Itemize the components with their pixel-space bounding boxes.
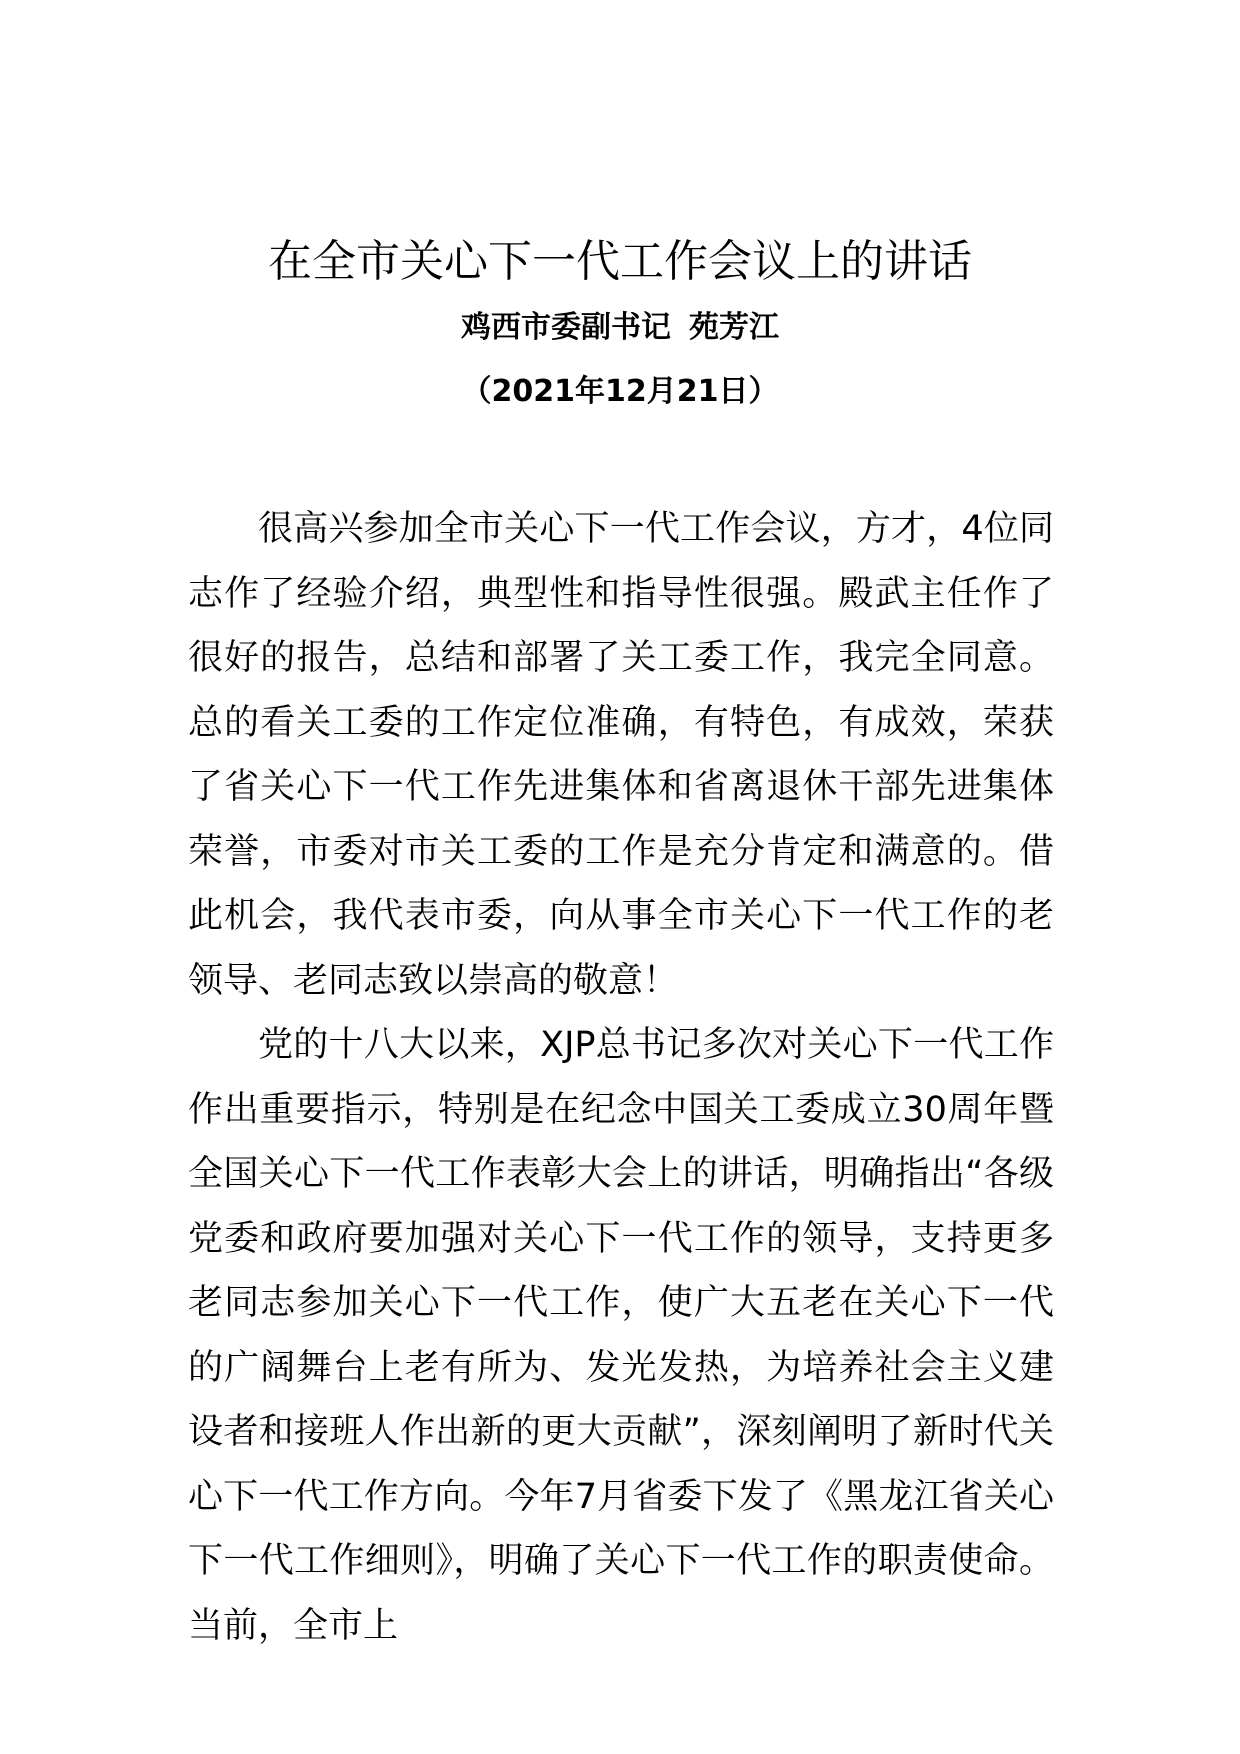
document-body — [188, 497, 1054, 1658]
document-date: （2021年12月21日） — [461, 374, 779, 409]
author-position: 鸡西市委副书记 — [461, 310, 671, 345]
author-name: 苑芳江 — [689, 310, 779, 345]
document-title: 在全市关心下一代工作会议上的讲话 — [268, 236, 972, 287]
body-paragraph-1: 很高兴参加全市关心下一代工作会议，方才，4位同志作了经验介绍，典型性和指导性很强。殿武主任作了很好的报告，总结和部署了关工委工作，我完全同意。总的看关工委的工作定位准确，有特色，有成效，荣获了省关心下一代工作先进集体和省离退休干部先进集体荣誉，市委对市关工委的工作是充分肯定和满意的。借此机会，我代表市委，向从事全市关心下一代工作的老领导、老同志致以崇高的敬意！ — [188, 509, 1054, 1001]
author-line — [0, 306, 1240, 350]
body-paragraph-2: 党的十八大以来，XJP总书记多次对关心下一代工作作出重要指示，特别是在纪念中国关工委成立30周年暨全国关心下一代工作表彰大会上的讲话，明确指出“各级党委和政府要加强对关心下一代工作的领导，支持更多老同志参加关心下一代工作，使广大五老在关心下一代的广阔舞台上老有所为、发光发热，为培养社会主义建设者和接班人作出新的更大贡献”，深刻阐明了新时代关心下一代工作方向。今年7月省委下发了《黑龙江省关心下一代工作细则》，明确了关心下一代工作的职责使命。当前，全市上 — [188, 1025, 1054, 1646]
